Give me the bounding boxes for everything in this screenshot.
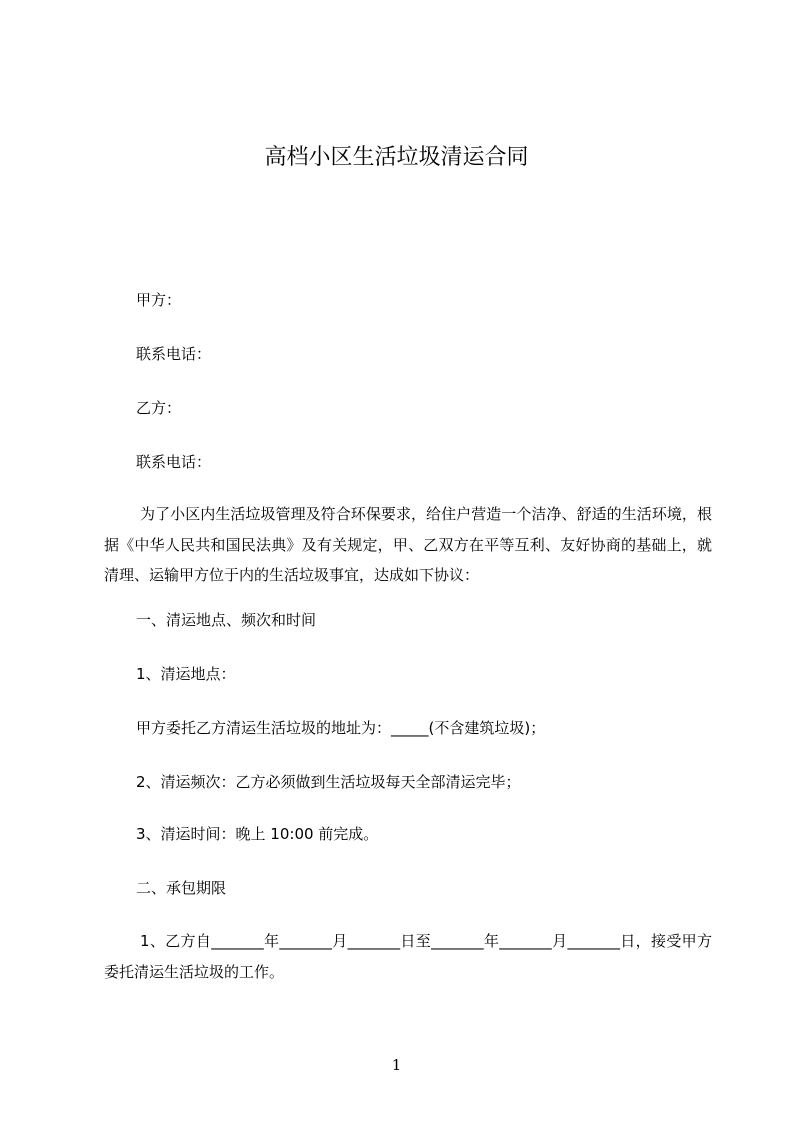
section-2-heading: 二、承包期限	[136, 879, 227, 897]
item-1-address: 甲方委托乙方清运生活垃圾的地址为：_____(不含建筑垃圾)；	[136, 719, 546, 737]
item-1-2: 2、清运频次：乙方必须做到生活垃圾每天全部清运完毕；	[136, 773, 521, 791]
page-number: 1	[391, 1056, 402, 1074]
item-1-3: 3、清运时间：晚上 10:00 前完成。	[136, 825, 379, 843]
intro-paragraph	[104, 499, 712, 591]
party-b-phone-label: 联系电话：	[136, 453, 212, 471]
item-1-1: 1、清运地点：	[136, 665, 236, 683]
party-a-phone-label: 联系电话：	[136, 345, 212, 363]
party-a-label: 甲方：	[136, 291, 182, 309]
item-2-1-paragraph	[104, 926, 712, 987]
section-1-heading: 一、清运地点、频次和时间	[136, 611, 317, 629]
document-title: 高档小区生活垃圾清运合同	[264, 145, 529, 170]
intro-text: 为了小区内生活垃圾管理及符合环保要求，给住户营造一个洁净、舒适的生活环境，根据《中华人民共和国民法典》及有关规定，甲、乙双方在平等互利、友好协商的基础上，就清理、运输甲方位于内的生活垃圾事宜，达成如下协议：	[104, 505, 712, 584]
item-2-1-text: 1、乙方自_______年_______月_______日至_______年_______月_______日，接受甲方委托清运生活垃圾的工作。	[104, 932, 712, 981]
party-b-label: 乙方：	[136, 399, 182, 417]
